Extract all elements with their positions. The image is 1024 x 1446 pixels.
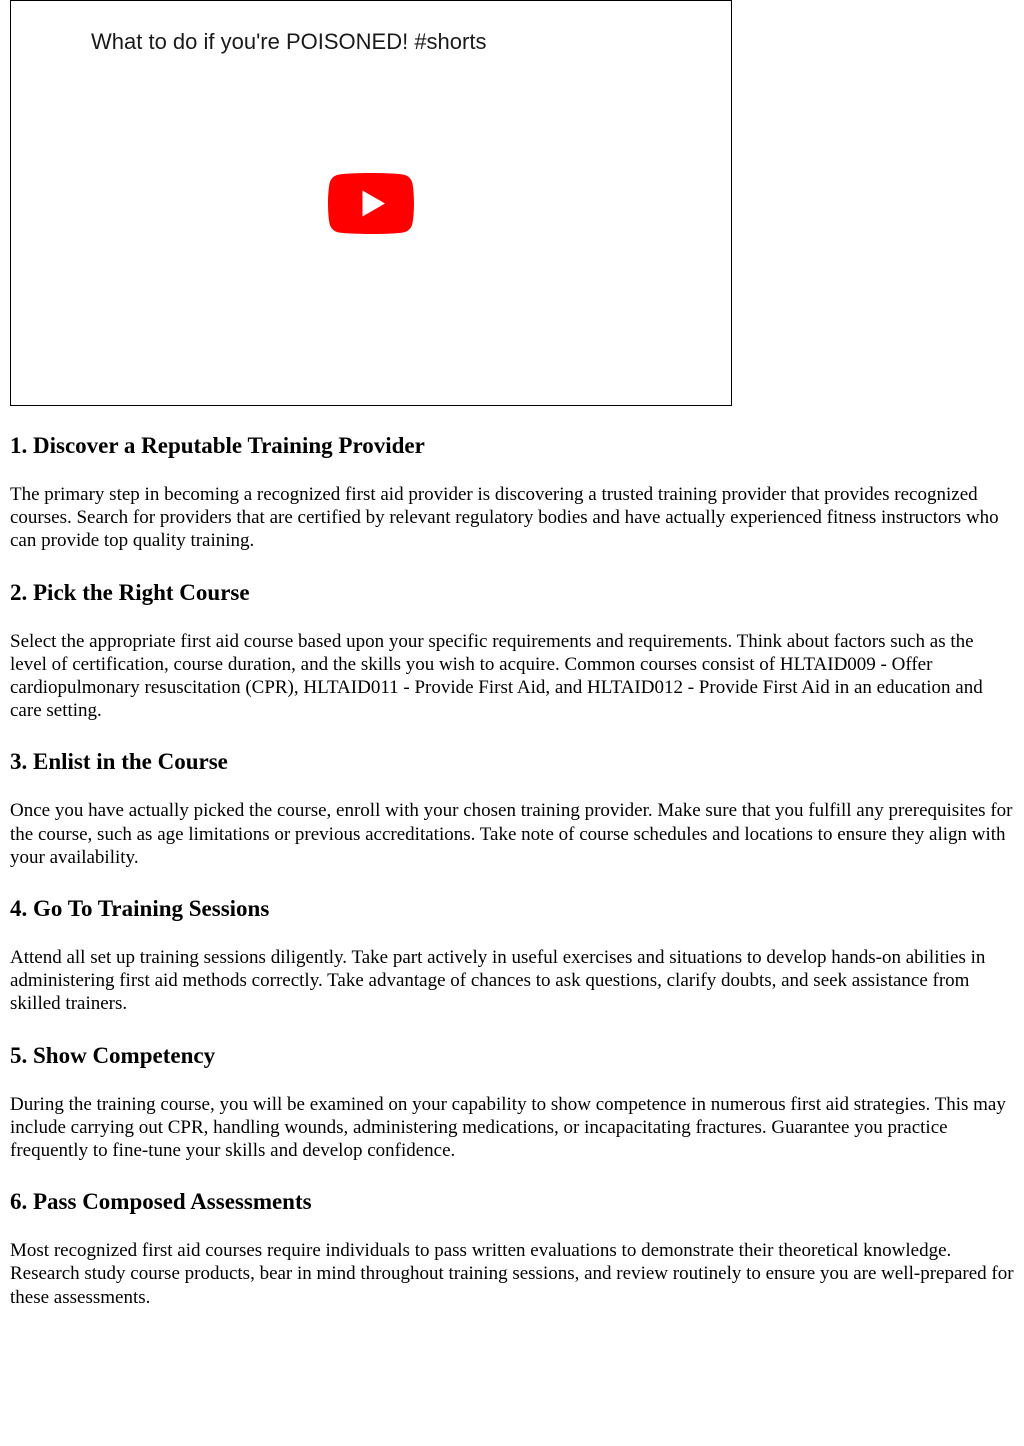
section-enlist-course <box>10 748 1014 869</box>
section-heading: 2. Pick the Right Course <box>10 579 250 605</box>
section-body: Attend all set up training sessions diligently. Take part actively in useful exercises and situations to develop hands-on abilities in administering first aid methods correctly. Take advantage of chances to ask questions, clarify doubts, and seek assistance from skilled trainers. <box>10 947 986 1015</box>
section-body: The primary step in becoming a recognized first aid provider is discovering a trusted training provider that provides recognized courses. Search for providers that are certified by relevant regulatory bodies and have actually experienced fitness instructors who can provide top quality training. <box>10 484 999 552</box>
section-pick-course <box>10 579 1014 723</box>
section-body: Most recognized first aid courses require individuals to pass written evaluations to demonstrate their theoretical knowledge. Research study course products, bear in mind throughout training sessions, and review routinely to ensure you are well-prepared for these assessments. <box>10 1240 1014 1308</box>
section-discover-provider <box>10 432 1014 553</box>
section-heading: 4. Go To Training Sessions <box>10 896 270 922</box>
play-button[interactable] <box>328 173 414 234</box>
video-title[interactable]: What to do if you're POISONED! #shorts <box>91 29 487 54</box>
section-show-competency <box>10 1042 1014 1163</box>
section-training-sessions <box>10 895 1014 1016</box>
video-embed[interactable] <box>10 0 732 406</box>
section-heading: 3. Enlist in the Course <box>10 749 228 775</box>
article <box>10 0 1014 1309</box>
section-body: Select the appropriate first aid course based upon your specific requirements and requirements. Think about factors such as the level of certification, course duration, and the skills you wish to acquire. Common courses consist of HLTAID009 - Offer cardiopulmonary resuscitation (CPR), HLTAID011 - Provide First Aid, and HLTAID012 - Provide First Aid in an education and care setting. <box>10 630 983 722</box>
section-body: During the training course, you will be examined on your capability to show competence in numerous first aid strategies. This may include carrying out CPR, handling wounds, administering medications, or incapacitating fractures. Guarantee you practice frequently to fine-tune your skills and develop confidence. <box>10 1093 1006 1162</box>
section-written-assessments <box>10 1188 1014 1309</box>
section-heading: 5. Show Competency <box>10 1042 216 1068</box>
youtube-play-icon <box>328 173 414 234</box>
section-heading: 1. Discover a Reputable Training Provider <box>10 433 425 458</box>
section-heading: 6. Pass Composed Assessments <box>10 1189 312 1215</box>
section-body: Once you have actually picked the course, enroll with your chosen training provider. Make sure that you fulfill any prerequisites for the course, such as age limitations or previous accreditations. Take note of course schedules and locations to ensure they align with your availability. <box>10 800 1013 868</box>
